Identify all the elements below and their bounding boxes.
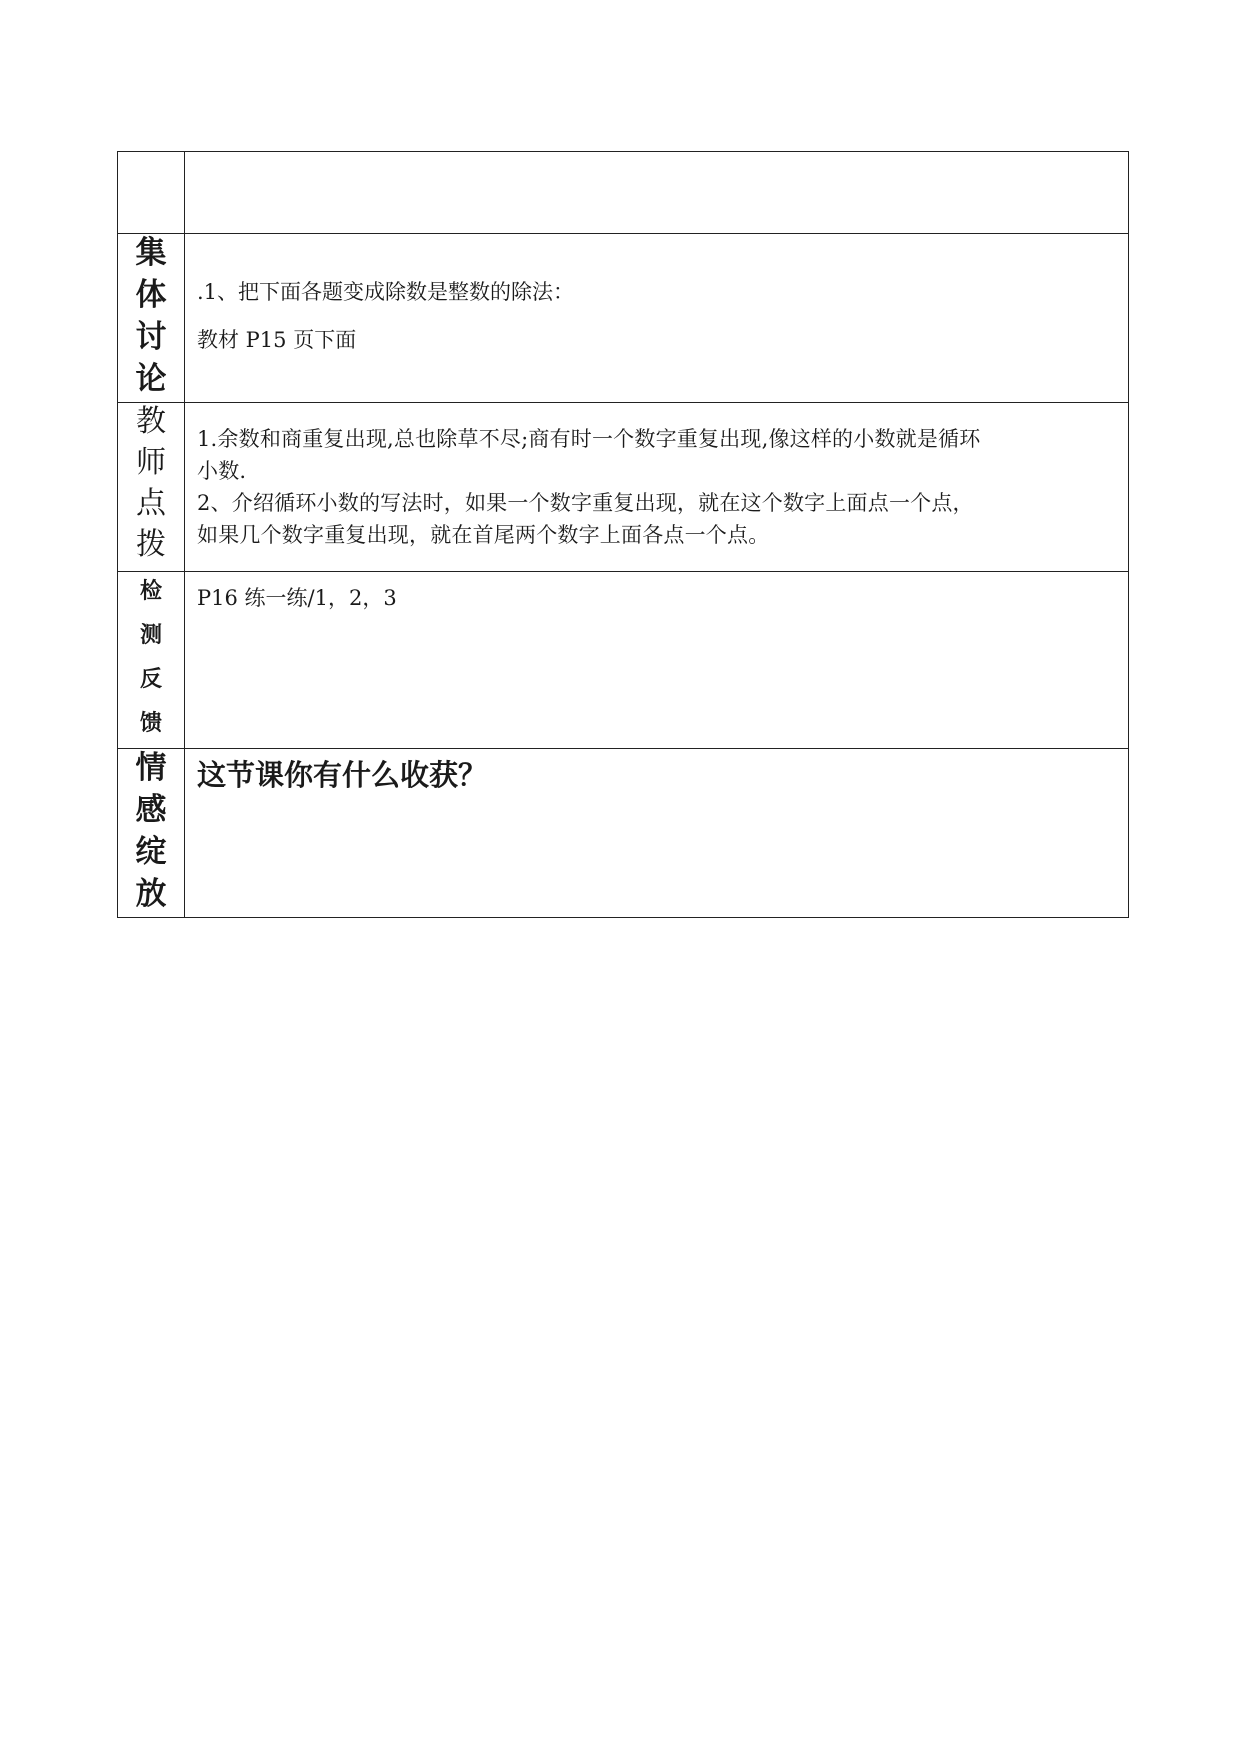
- guidance-line: 2、介绍循环小数的写法时，如果一个数字重复出现，就在这个数字上面点一个点，: [197, 491, 974, 515]
- row-label-group-discussion: [118, 234, 185, 403]
- row-content-reflection: [185, 749, 1129, 918]
- table-row-group-discussion: [118, 234, 1129, 403]
- row-content-teacher-guidance: [185, 403, 1129, 572]
- label-char: 点: [136, 486, 166, 521]
- label-char: 馈: [139, 711, 162, 736]
- table-row-reflection: [118, 749, 1129, 918]
- discussion-task-line: .1、把下面各题变成除数是整数的除法：: [197, 280, 575, 304]
- label-char: 讨: [135, 319, 167, 355]
- label-char: 情: [135, 750, 167, 786]
- row-content-feedback: [185, 572, 1129, 749]
- table-row-teacher-guidance: [118, 403, 1129, 572]
- label-char: 师: [136, 445, 166, 480]
- guidance-line: 小数.: [197, 459, 247, 483]
- row-label-reflection: [118, 749, 185, 918]
- row-label-feedback: [118, 572, 185, 749]
- discussion-reference-line: 教材 P15 页下面: [197, 328, 357, 352]
- table-row-feedback: [118, 572, 1129, 749]
- guidance-line: 如果几个数字重复出现，就在首尾两个数字上面各点一个点。: [197, 523, 770, 547]
- label-char: 感: [135, 792, 167, 828]
- guidance-line: 1.余数和商重复出现,总也除草不尽;商有时一个数字重复出现,像这样的小数就是循环: [197, 427, 981, 451]
- label-char: 测: [139, 623, 162, 648]
- label-char: 体: [135, 277, 167, 313]
- label-char: 论: [135, 361, 167, 397]
- practice-line: P16 练一练/1，2，3: [197, 586, 397, 610]
- label-char: 拨: [136, 527, 166, 562]
- label-char: 反: [139, 667, 162, 692]
- table-row-empty: [118, 152, 1129, 234]
- reflection-question: 这节课你有什么收获？: [197, 758, 488, 792]
- label-char: 集: [135, 235, 167, 271]
- row-label-empty: [118, 152, 185, 234]
- label-char: 教: [136, 404, 166, 439]
- row-label-teacher-guidance: [118, 403, 185, 572]
- row-content-group-discussion: [185, 234, 1129, 403]
- row-content-empty: [185, 152, 1129, 234]
- lesson-plan-table: [117, 151, 1129, 918]
- label-char: 绽: [135, 834, 167, 870]
- label-char: 放: [135, 876, 167, 912]
- label-char: 检: [139, 579, 162, 604]
